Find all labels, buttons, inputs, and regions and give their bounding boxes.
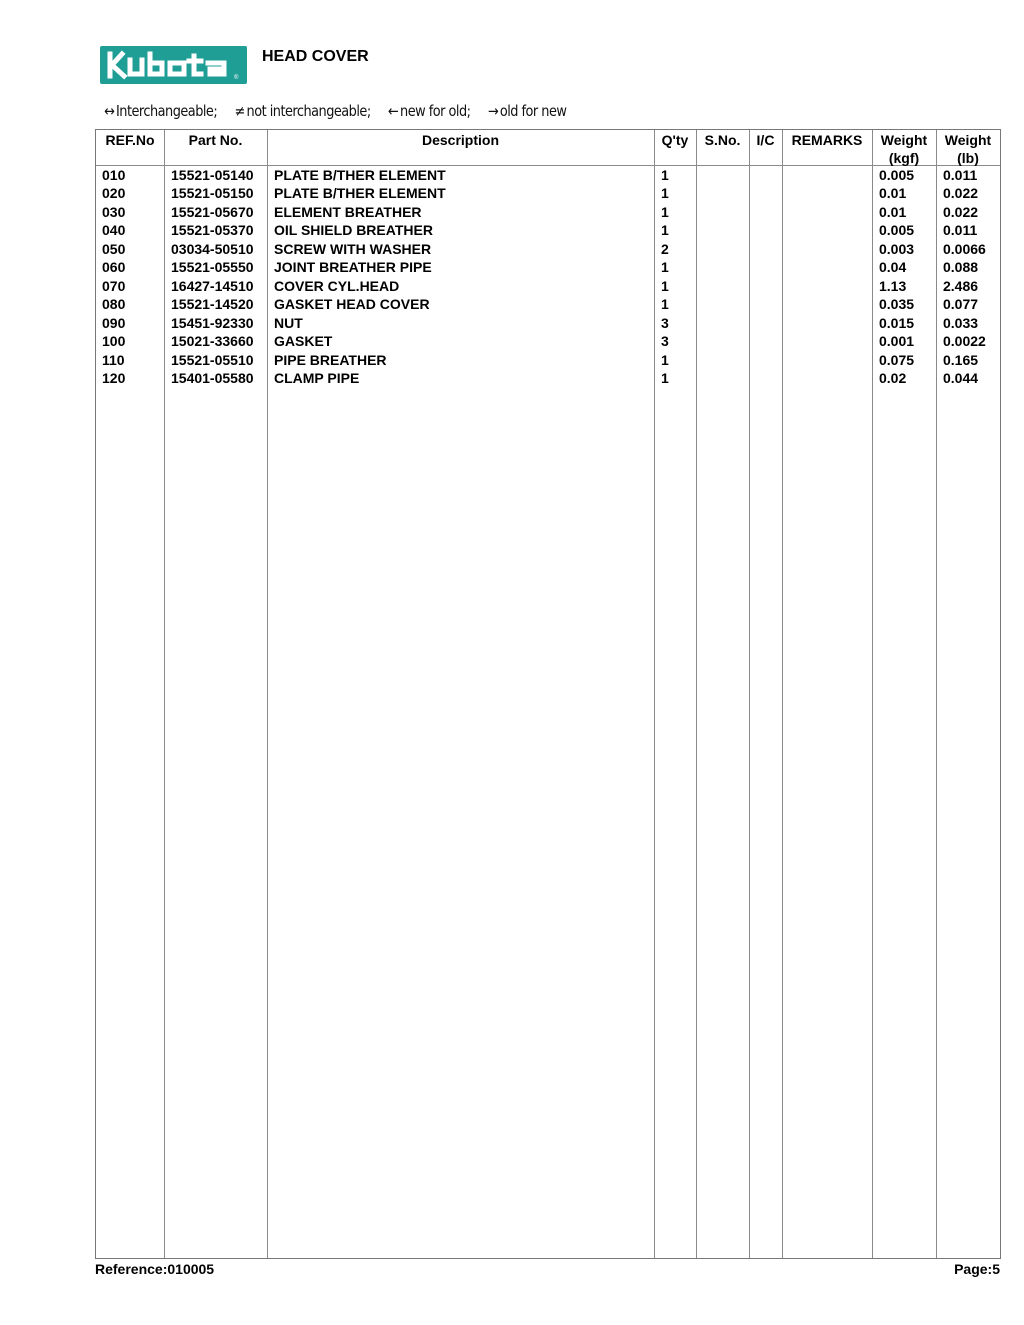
table-row (96, 166, 1000, 184)
header-remarks: REMARKS (791, 132, 863, 148)
cell-description: PLATE B/THER ELEMENT (274, 185, 446, 202)
cell-qty: 1 (661, 222, 669, 239)
right-arrow-icon: → (487, 102, 499, 120)
cell-weight-kgf: 0.003 (879, 240, 915, 257)
parts-table (95, 129, 1001, 1259)
cell-part-no: 15021-33660 (171, 333, 254, 350)
cell-ref-no: 100 (102, 333, 126, 350)
header-weight-lb-line1: Weight (944, 132, 992, 148)
left-arrow-icon: ← (388, 102, 399, 120)
cell-ref-no: 070 (102, 277, 126, 294)
svg-text:®: ® (234, 75, 239, 81)
cell-weight-lb: 0.022 (943, 203, 979, 220)
table-row (96, 295, 1000, 313)
cell-ref-no: 110 (102, 351, 125, 368)
cell-part-no: 15521-05150 (171, 185, 254, 202)
cell-qty: 1 (661, 167, 669, 183)
kubota-logo-mark (100, 46, 247, 84)
cell-qty: 3 (661, 314, 669, 331)
legend-not-interchangeable (235, 102, 371, 120)
cell-qty: 1 (661, 259, 669, 276)
table-row (96, 184, 1000, 202)
legend-label: new for old; (400, 102, 471, 120)
header-serial-no: S.No. (704, 132, 741, 148)
cell-description: PIPE BREATHER (274, 351, 387, 368)
kubota-logo (100, 46, 247, 84)
cell-part-no: 03034-50510 (171, 240, 254, 257)
cell-ref-no: 020 (102, 185, 126, 202)
header-weight-lb (936, 131, 1000, 167)
cell-weight-lb: 0.0022 (943, 333, 986, 350)
cell-weight-kgf: 0.04 (879, 259, 907, 276)
cell-weight-kgf: 0.01 (879, 185, 907, 202)
cell-weight-lb: 0.044 (943, 369, 979, 386)
cell-part-no: 15521-05510 (171, 351, 254, 368)
cell-qty: 2 (661, 240, 669, 257)
cell-weight-lb: 0.077 (943, 296, 979, 313)
cell-qty: 1 (661, 369, 669, 386)
cell-qty: 1 (661, 351, 669, 368)
cell-weight-kgf: 0.001 (879, 333, 915, 350)
table-row (96, 240, 1000, 258)
cell-weight-kgf: 0.02 (879, 369, 907, 386)
page-title: HEAD COVER (262, 48, 369, 65)
table-row (96, 314, 1000, 332)
legend-label: not interchangeable; (246, 102, 371, 120)
cell-weight-lb: 0.165 (943, 351, 979, 368)
cell-ref-no: 090 (102, 314, 126, 331)
footer-page-number: Page:5 (954, 1261, 1000, 1277)
legend-old-for-new (488, 102, 567, 120)
cell-description: COVER CYL.HEAD (274, 277, 400, 294)
cell-qty: 1 (661, 277, 669, 294)
cell-part-no: 15451-92330 (171, 314, 254, 331)
table-row (96, 369, 1000, 387)
legend-label: Interchangeable; (116, 102, 218, 120)
cell-part-no: 15401-05580 (171, 369, 254, 386)
cell-part-no: 15521-14520 (171, 296, 254, 313)
cell-qty: 1 (661, 185, 669, 202)
cell-weight-kgf: 0.005 (879, 167, 915, 183)
cell-weight-lb: 2.486 (943, 277, 979, 294)
legend-label: old for new (499, 102, 567, 120)
cell-part-no: 16427-14510 (171, 277, 254, 294)
cell-weight-lb: 0.011 (943, 222, 978, 239)
cell-ref-no: 080 (102, 296, 126, 313)
cell-ref-no: 010 (102, 167, 126, 183)
double-arrow-icon: ↔ (104, 102, 115, 120)
header-weight-kgf-line2: (kgf) (888, 150, 920, 166)
cell-description: GASKET (274, 333, 333, 350)
cell-part-no: 15521-05140 (171, 167, 254, 183)
header-qty: Q'ty (661, 132, 689, 148)
header-weight-kgf (872, 131, 936, 167)
cell-ref-no: 040 (102, 222, 126, 239)
cell-weight-lb: 0.088 (943, 259, 979, 276)
cell-part-no: 15521-05550 (171, 259, 254, 276)
header-part-no: Part No. (188, 132, 243, 148)
table-row (96, 277, 1000, 295)
legend-new-for-old (388, 102, 470, 120)
header-description: Description (421, 132, 499, 148)
interchangeability-legend (104, 102, 580, 120)
legend-interchangeable (104, 102, 217, 120)
cell-description: ELEMENT BREATHER (274, 203, 422, 220)
cell-ref-no: 030 (102, 203, 126, 220)
footer-reference: Reference:010005 (95, 1261, 215, 1277)
cell-weight-kgf: 1.13 (879, 277, 907, 294)
cell-part-no: 15521-05670 (171, 203, 254, 220)
cell-weight-lb: 0.011 (943, 167, 978, 183)
header-weight-lb-line2: (lb) (957, 150, 979, 166)
cell-description: CLAMP PIPE (274, 369, 360, 386)
header-ic: I/C (756, 132, 775, 148)
cell-ref-no: 060 (102, 259, 126, 276)
cell-description: JOINT BREATHER PIPE (274, 259, 432, 276)
cell-weight-kgf: 0.005 (879, 222, 915, 239)
cell-qty: 1 (661, 203, 669, 220)
cell-weight-kgf: 0.015 (879, 314, 915, 331)
table-row (96, 203, 1000, 221)
table-row (96, 258, 1000, 276)
cell-weight-lb: 0.033 (943, 314, 979, 331)
cell-weight-kgf: 0.075 (879, 351, 915, 368)
cell-qty: 1 (661, 296, 669, 313)
cell-part-no: 15521-05370 (171, 222, 254, 239)
cell-ref-no: 050 (102, 240, 126, 257)
cell-description: NUT (274, 314, 303, 331)
header-ref-no: REF.No (105, 132, 155, 148)
cell-weight-lb: 0.022 (943, 185, 979, 202)
cell-description: OIL SHIELD BREATHER (274, 222, 433, 239)
cell-description: GASKET HEAD COVER (274, 296, 430, 313)
cell-weight-lb: 0.0066 (943, 240, 986, 257)
table-row (96, 332, 1000, 350)
cell-weight-kgf: 0.035 (879, 296, 915, 313)
cell-description: PLATE B/THER ELEMENT (274, 167, 446, 183)
cell-ref-no: 120 (102, 369, 126, 386)
header-weight-kgf-line1: Weight (880, 132, 928, 148)
cell-weight-kgf: 0.01 (879, 203, 907, 220)
table-row (96, 221, 1000, 239)
not-equal-icon: ≠ (234, 102, 245, 120)
cell-description: SCREW WITH WASHER (274, 240, 432, 257)
table-row (96, 351, 1000, 369)
cell-qty: 3 (661, 333, 669, 350)
